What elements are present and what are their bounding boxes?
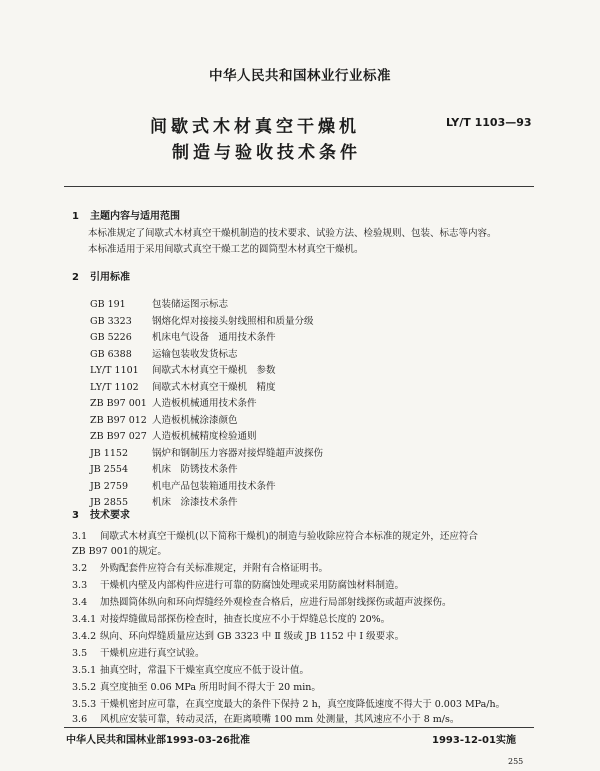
section-number: 3	[72, 510, 79, 521]
reference-code: JB 2554	[90, 464, 128, 475]
requirement-continuation: ZB B97 001的规定。	[72, 546, 167, 557]
reference-item	[90, 380, 323, 397]
requirement-item	[72, 680, 321, 695]
reference-title: 运输包装收发货标志	[152, 348, 238, 360]
clause-number: 3.5	[72, 648, 88, 659]
clause-text: 风机应安装可靠，转动灵活，在距离喷嘴 100 mm 处测量，其风速应不小于 8 m/s。	[100, 714, 460, 725]
clause-number: 3.1	[72, 531, 88, 542]
section-2-heading	[72, 268, 130, 283]
reference-title: 机电产品包装箱通用技术条件	[152, 480, 276, 492]
clause-number: 3.5.3	[72, 699, 97, 710]
reference-item	[90, 297, 323, 314]
title-line-2: 制造与验收技术条件	[172, 143, 361, 163]
clause-text: 外购配套件应符合有关标准规定，并附有合格证明书。	[100, 563, 329, 574]
section-title: 引用标准	[90, 272, 130, 283]
clause-text: 纵向、环向焊缝质量应达到 GB 3323 中 Ⅱ 级或 JB 1152 中 Ⅰ 级要求。	[100, 631, 405, 642]
reference-item	[90, 314, 323, 331]
reference-title: 钢熔化焊对接接头射线照相和质量分级	[152, 315, 314, 327]
implementation-date: 1993-12-01实施	[432, 735, 516, 746]
title-divider	[64, 186, 534, 187]
section-1-paragraph: 本标准适用于采用间歇式真空干燥工艺的圆筒型木材真空干燥机。	[88, 244, 364, 255]
clause-text: 抽真空时，常温下干燥室真空度应不低于设计值。	[100, 665, 310, 676]
requirement-item	[72, 561, 328, 576]
clause-number: 3.3	[72, 580, 88, 591]
section-3-heading	[72, 506, 130, 521]
requirement-item	[72, 712, 459, 727]
requirement-item	[72, 612, 390, 627]
requirement-item	[72, 697, 505, 712]
standard-type: 中华人民共和国林业行业标准	[209, 68, 391, 84]
requirement-item	[72, 529, 478, 544]
reference-code: JB 1152	[90, 447, 128, 459]
reference-title: 人造板机械通用技术条件	[152, 398, 257, 409]
reference-item	[90, 330, 323, 347]
section-1-heading	[72, 207, 180, 222]
reference-title: 人造板机械涂漆颜色	[152, 414, 238, 426]
reference-code: ZB B97 001	[90, 398, 147, 409]
clause-number: 3.2	[72, 563, 88, 574]
clause-number: 3.6	[72, 714, 88, 725]
section-number: 2	[72, 272, 79, 283]
footer-divider	[64, 727, 534, 728]
reference-item	[90, 446, 323, 463]
clause-number: 3.4.1	[72, 614, 97, 625]
clause-number: 3.4	[72, 597, 88, 608]
requirement-item	[72, 646, 205, 661]
section-title: 主题内容与适用范围	[90, 211, 180, 222]
reference-title: 锅炉和钢制压力容器对接焊缝超声波探伤	[152, 447, 324, 459]
requirement-item	[72, 629, 404, 644]
title-line-1: 间歇式木材真空干燥机	[150, 117, 360, 137]
reference-code: GB 191	[90, 299, 126, 310]
section-number: 1	[72, 211, 79, 222]
reference-title: 机床 防锈技术条件	[152, 464, 238, 475]
standard-number: LY/T 1103—93	[446, 116, 532, 129]
clause-text: 干燥机应进行真空试验。	[100, 648, 205, 659]
reference-title: 间歇式木材真空干燥机 精度	[152, 381, 276, 393]
reference-code: LY/T 1101	[90, 365, 139, 376]
reference-item	[90, 429, 323, 446]
reference-list	[90, 297, 323, 512]
requirement-item	[72, 578, 404, 593]
reference-code: GB 5226	[90, 332, 132, 343]
reference-item	[90, 396, 323, 413]
reference-title: 机床电气设备 通用技术条件	[152, 332, 276, 343]
clause-text: 对接焊缝做局部探伤检查时，抽查长度应不小于焊缝总长度的 20%。	[100, 614, 391, 625]
reference-code: GB 3323	[90, 315, 132, 327]
clause-text: 加热圆筒体纵向和环向焊缝经外观检查合格后，应进行局部射线探伤或超声波探伤。	[100, 597, 452, 608]
clause-number: 3.5.1	[72, 665, 97, 676]
section-title: 技术要求	[90, 510, 130, 521]
reference-item	[90, 363, 323, 380]
reference-code: ZB B97 027	[90, 431, 147, 442]
reference-item	[90, 479, 323, 496]
reference-title: 包装储运图示标志	[152, 299, 229, 310]
clause-text: 干燥机内壁及内部构件应进行可靠的防腐蚀处理或采用防腐蚀材料制造。	[100, 580, 405, 591]
reference-code: JB 2759	[90, 480, 128, 492]
reference-title: 机床 涂漆技术条件	[152, 497, 238, 508]
section-1-paragraph: 本标准规定了间歇式木材真空干燥机制造的技术要求、试验方法、检验规则、包装、标志等内容。	[88, 228, 497, 239]
clause-text: 干燥机密封应可靠，在真空度最大的条件下保持 2 h，真空度降低速度不得大于 0.003 MPa/h。	[100, 699, 506, 710]
clause-text: 间歇式木材真空干燥机(以下简称干燥机)的制造与验收除应符合本标准的规定外，还应符合	[100, 531, 478, 542]
reference-code: JB 2855	[90, 497, 128, 508]
clause-number: 3.4.2	[72, 631, 97, 642]
clause-number: 3.5.2	[72, 682, 97, 693]
reference-code: LY/T 1102	[90, 381, 139, 393]
reference-code: GB 6388	[90, 348, 132, 360]
reference-title: 间歇式木材真空干燥机 参数	[152, 365, 276, 376]
reference-item	[90, 462, 323, 479]
approval-statement: 中华人民共和国林业部1993-03-26批准	[66, 735, 250, 746]
clause-text: 真空度抽至 0.06 MPa 所用时间不得大于 20 min。	[100, 682, 321, 693]
reference-title: 人造板机械精度检验通则	[152, 431, 257, 442]
reference-item	[90, 347, 323, 364]
page-number: 255	[508, 757, 524, 766]
reference-item	[90, 413, 323, 430]
requirement-item	[72, 663, 309, 678]
requirement-item	[72, 595, 452, 610]
reference-code: ZB B97 012	[90, 414, 147, 426]
